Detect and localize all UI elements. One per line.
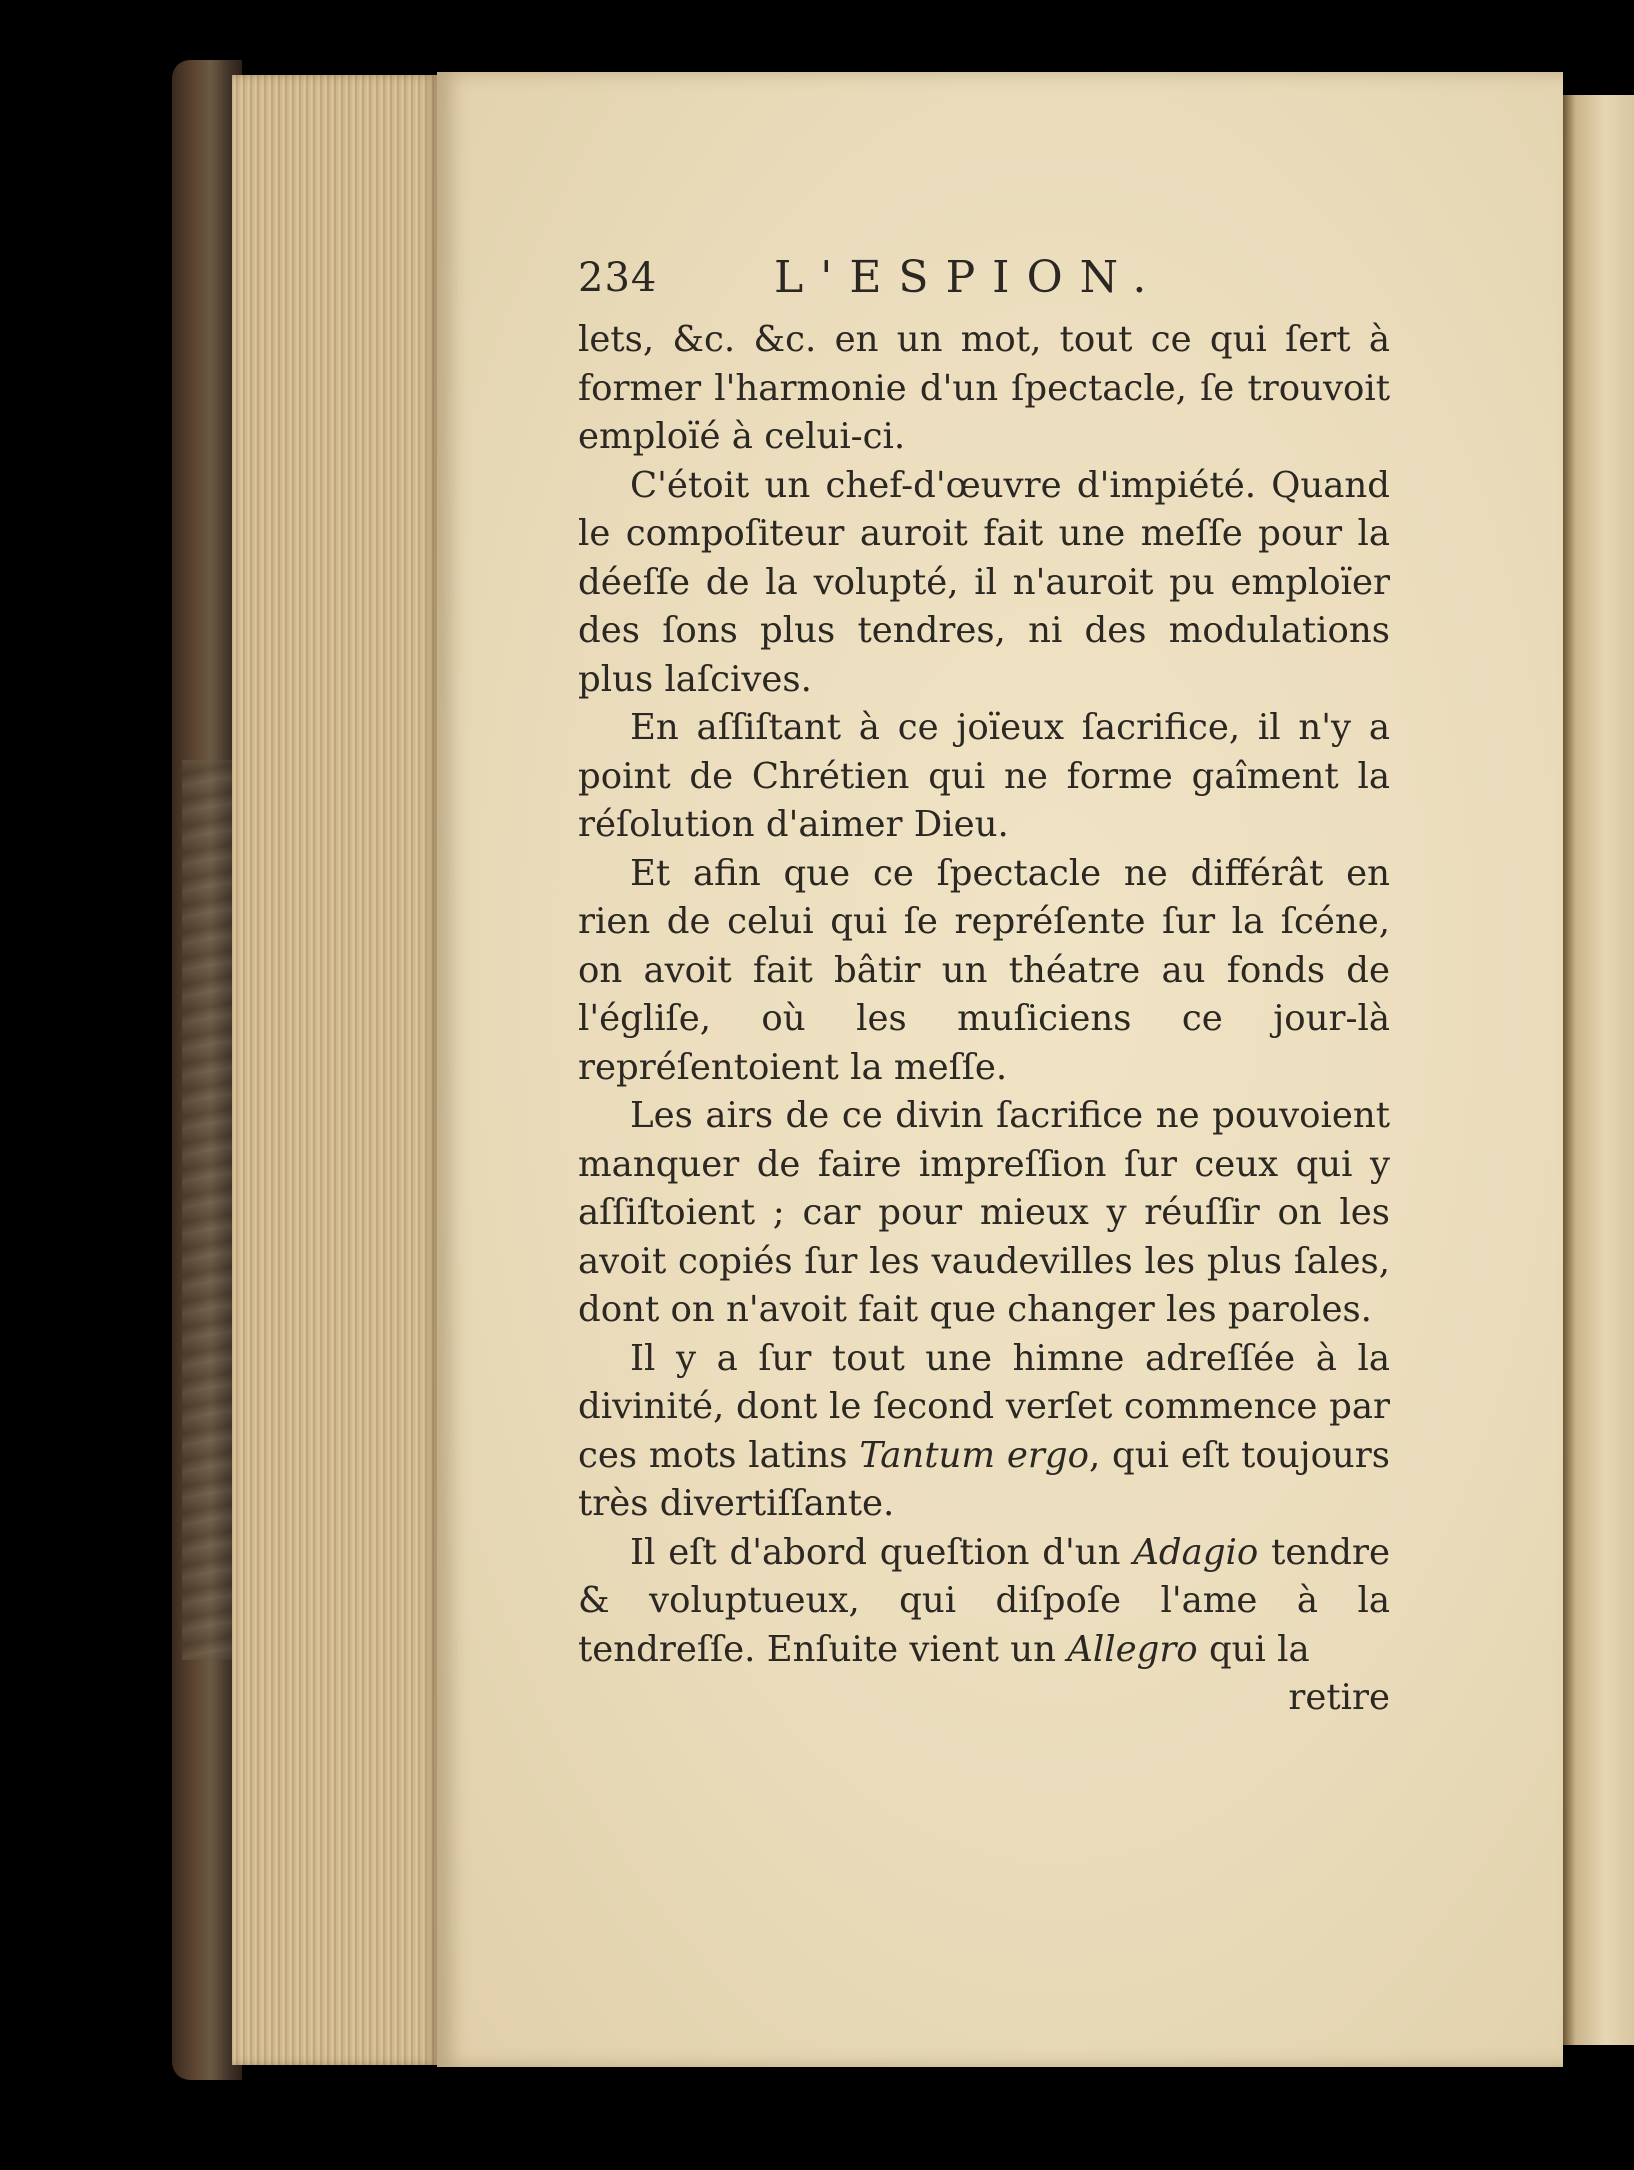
paragraph: C'étoit un chef-d'œuvre d'impiété. Quand le compoſiteur auroit fait une meſſe pour la déeſſe de la volupté, il n'auroit pu emploïer des ſons plus tendres, ni des modulations plus laſcives. bbox=[578, 464, 1390, 700]
page-number: 234 bbox=[578, 255, 658, 301]
paragraph-text: , qui eſt toujours très divertiſſante. bbox=[578, 1434, 1390, 1524]
page-header bbox=[578, 248, 1390, 308]
page-text bbox=[578, 248, 1390, 1723]
paragraph bbox=[578, 1335, 1390, 1529]
paragraph: lets, &c. &c. en un mot, tout ce qui ſert à former l'harmonie d'un ſpectacle, ſe trouvoit emploïé à celui-ci. bbox=[578, 319, 1390, 457]
page-block-edge bbox=[232, 75, 437, 2065]
paragraph: Les airs de ce divin ſacrifice ne pouvoient manquer de faire impreſſion ſur ceux qui y aſſiſtoient ; car pour mieux y réuſſir on les avoit copiés ſur les vaudevilles les plus ſales, dont on n'avoit fait que changer les paroles. bbox=[578, 1095, 1390, 1330]
paragraph-text: Il eſt d'abord queſtion d'un bbox=[630, 1531, 1134, 1573]
paragraph: En aſſiſtant à ce joïeux ſacrifice, il n'y a point de Chrétien qui ne forme gaîment la réſolution d'aimer Dieu. bbox=[578, 707, 1390, 845]
tempo-marking: Allegro bbox=[1067, 1628, 1198, 1670]
paragraph-text: tendre & voluptueux, qui diſpoſe l'ame à la tendreſſe. Enſuite vient un bbox=[578, 1531, 1390, 1670]
paragraph bbox=[578, 1529, 1390, 1675]
facing-page-edge bbox=[1563, 95, 1634, 2045]
paragraph: Et afin que ce ſpectacle ne différât en rien de celui qui ſe repréſente ſur la ſcéne, on avoit fait bâtir un théatre au fonds de l'égliſe, où les muſiciens ce jour-là repréſentoient la meſſe. bbox=[578, 852, 1390, 1088]
catchword: retire bbox=[1288, 1677, 1390, 1718]
latin-phrase: Tantum ergo bbox=[859, 1434, 1089, 1476]
paragraph-text: qui la bbox=[1197, 1628, 1310, 1670]
paragraph-text: Il y a ſur tout une himne adreſſée à la divinité, dont le ſecond verſet commence par ces mots latins bbox=[578, 1337, 1390, 1476]
running-head: L'ESPION. bbox=[774, 252, 1164, 303]
tempo-marking: Adagio bbox=[1133, 1531, 1259, 1573]
